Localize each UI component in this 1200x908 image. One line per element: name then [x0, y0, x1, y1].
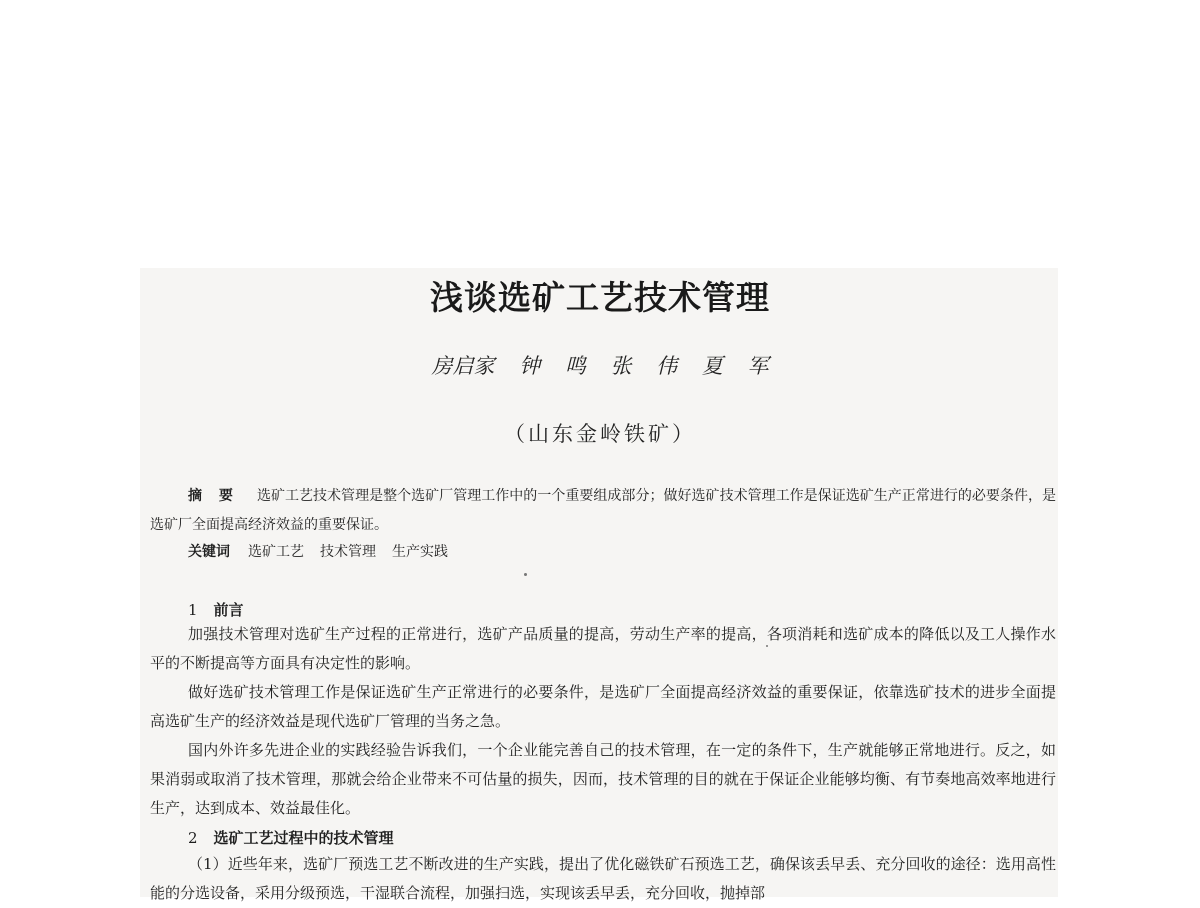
keyword: 选矿工艺	[248, 544, 304, 560]
abstract	[150, 482, 1056, 540]
article-title: 浅谈选矿工艺技术管理	[430, 278, 770, 317]
scan-speck	[766, 645, 768, 647]
keywords	[150, 538, 1056, 567]
abstract-text: 选矿工艺技术管理是整个选矿厂管理工作中的一个重要组成部分；做好选矿技术管理工作是保证选矿生产正常进行的必要条件，是选矿厂全面提高经济效益的重要保证。	[150, 488, 1057, 533]
body-paragraph: （1）近些年来，选矿厂预选工艺不断改进的生产实践，提出了优化磁铁矿石预选工艺，确保该丢早丢、充分回收的途径：选用高性能的分选设备，采用分级预选，干湿联合流程，加强扫选，实现该丢早丢，充分回收，抛掉部	[150, 855, 1056, 902]
section-number: 2	[188, 829, 198, 847]
section-number: 1	[188, 601, 198, 619]
body-paragraph: 做好选矿技术管理工作是保证选矿生产正常进行的必要条件，是选矿厂全面提高经济效益的重要保证，依靠选矿技术的进步全面提高选矿生产的经济效益是现代选矿厂管理的当务之急。	[150, 683, 1056, 730]
author-affiliation: （山东金岭铁矿）	[504, 422, 696, 446]
section-heading-2	[150, 824, 1056, 853]
keywords-label: 关键词	[188, 544, 230, 560]
keyword: 技术管理	[320, 544, 376, 560]
section-title: 选矿工艺过程中的技术管理	[213, 829, 394, 847]
section-title: 前言	[213, 601, 244, 619]
body-paragraph: 加强技术管理对选矿生产过程的正常进行，选矿产品质量的提高，劳动生产率的提高，各项消耗和选矿成本的降低以及工人操作水平的不断提高等方面具有决定性的影响。	[150, 625, 1056, 672]
body-paragraph: 国内外许多先进企业的实践经验告诉我们，一个企业能完善自己的技术管理，在一定的条件下，生产就能够正常地进行。反之，如果消弱或取消了技术管理，那就会给企业带来不可估量的损失，因而，技术管理的目的就在于保证企业能够均衡、有节奏地高效率地进行生产，达到成本、效益最佳化。	[150, 741, 1056, 817]
keyword: 生产实践	[392, 544, 448, 560]
abstract-label: 摘 要	[188, 488, 239, 504]
scan-speck	[524, 573, 527, 576]
author-list: 房启家 钟 鸣 张 伟 夏 军	[431, 354, 769, 378]
